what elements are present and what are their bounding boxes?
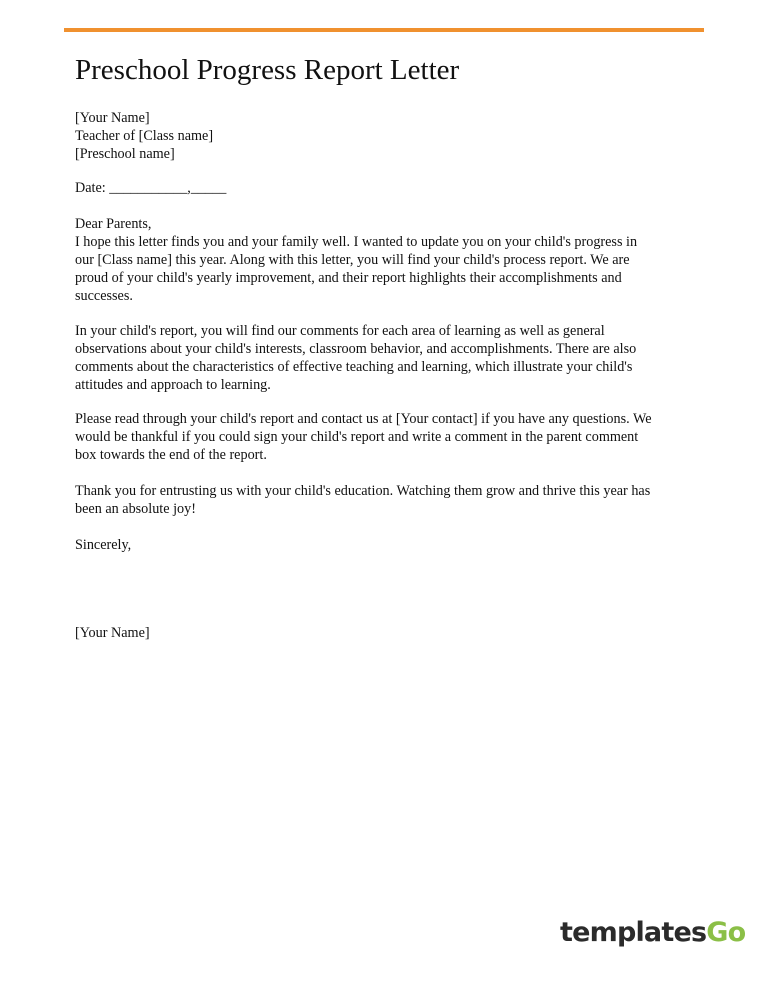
paragraph-report-contents	[75, 322, 700, 394]
salutation: Dear Parents,	[75, 216, 152, 232]
paragraph-line: Thank you for entrusting us with your child's education. Watching them grow and thrive this year has	[75, 483, 651, 499]
paragraph-line: attitudes and approach to learning.	[75, 377, 271, 393]
paragraph-line: box towards the end of the report.	[75, 447, 267, 463]
signature-name: [Your Name]	[75, 625, 150, 641]
paragraph-line: successes.	[75, 288, 133, 304]
date-text: Date: ___________,_____	[75, 180, 227, 196]
date-line	[75, 179, 700, 197]
paragraph-line: proud of your child's yearly improvement, and their report highlights their accomplishments and	[75, 270, 622, 286]
paragraph-contact-request	[75, 410, 700, 464]
paragraph-line: comments about the characteristics of effective teaching and learning, which illustrate your child's	[75, 359, 633, 375]
closing-text: Sincerely,	[75, 537, 132, 553]
page-title: Preschool Progress Report Letter	[75, 54, 460, 86]
closing	[75, 536, 700, 554]
logo-text-go: Go	[706, 917, 746, 948]
paragraph-line: Please read through your child's report and contact us at [Your contact] if you have any questions. We	[75, 411, 652, 427]
sender-teacher-line: Teacher of [Class name]	[75, 128, 214, 144]
top-accent-rule	[64, 28, 704, 32]
templatesgo-logo	[560, 913, 745, 953]
paragraph-line: been an absolute joy!	[75, 501, 196, 517]
paragraph-intro	[75, 215, 700, 305]
sender-school: [Preschool name]	[75, 146, 175, 162]
paragraph-line: would be thankful if you could sign your child's report and write a comment in the parent comment	[75, 429, 639, 445]
signature	[75, 624, 700, 642]
sender-block	[75, 109, 700, 163]
paragraph-line: our [Class name] this year. Along with this letter, you will find your child's process report. We are	[75, 252, 630, 268]
paragraph-line: observations about your child's interests, classroom behavior, and accomplishments. There are also	[75, 341, 637, 357]
paragraph-line: In your child's report, you will find our comments for each area of learning as well as general	[75, 323, 605, 339]
paragraph-thanks	[75, 482, 700, 518]
logo-text-templates: templates	[560, 917, 707, 948]
sender-name: [Your Name]	[75, 110, 150, 126]
paragraph-line: I hope this letter finds you and your family well. I wanted to update you on your child's progress in	[75, 234, 638, 250]
